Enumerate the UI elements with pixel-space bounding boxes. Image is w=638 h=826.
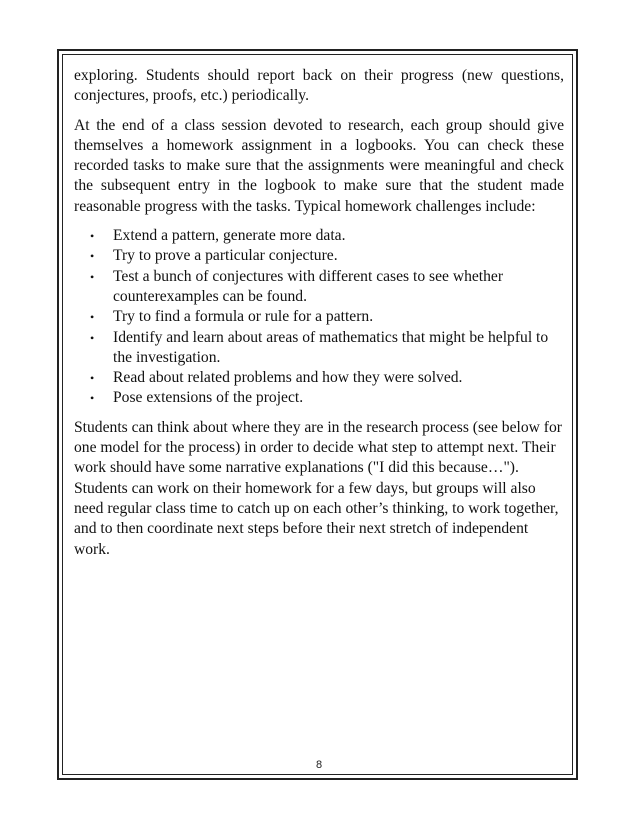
list-item-text: Test a bunch of conjectures with different cases to see whether counterexamples can be found. [113, 267, 504, 305]
paragraph-homework: At the end of a class session devoted to research, each group should give themselves a homework assignment in a logbooks. You can check these recorded tasks to make sure that the assignments were meaningful and check the subsequent entry in the logbook to make sure that the student made reasonable progress with the tasks. Typical homework challenges include: [74, 116, 564, 215]
list-item [74, 368, 564, 388]
list-item-text: Pose extensions of the project. [113, 389, 304, 407]
page-content [74, 66, 564, 560]
bullet-icon: • [90, 229, 95, 244]
list-item [74, 226, 564, 246]
list-item [74, 388, 564, 408]
list-item-text: Extend a pattern, generate more data. [113, 227, 346, 245]
bullet-icon: • [90, 269, 95, 284]
list-item [74, 307, 564, 327]
list-item-text: Try to find a formula or rule for a pattern. [113, 308, 374, 326]
list-item-text: Try to prove a particular conjecture. [113, 247, 338, 265]
bullet-icon: • [90, 371, 95, 386]
list-item-text: Read about related problems and how they were solved. [113, 369, 463, 387]
list-item [74, 246, 564, 266]
list-item-text: Identify and learn about areas of mathematics that might be helpful to the investigation. [113, 328, 549, 366]
page-number: 8 [315, 759, 323, 771]
list-item [74, 328, 564, 369]
homework-challenges-list [74, 226, 564, 409]
paragraph-intro: exploring. Students should report back on their progress (new questions, conjectures, proofs, etc.) periodically. [74, 67, 564, 105]
bullet-icon: • [90, 330, 95, 345]
paragraph-research-process: Students can think about where they are in the research process (see below for one model for the process) in order to decide what step to attempt next. Their work should have some narrative explanations ("I did this because…"). Students can work on their homework for a few days, but groups will also need regular class time to catch up on each other’s thinking, to work together, and to then coordinate next steps before their next stretch of independent work. [74, 418, 562, 558]
bullet-icon: • [90, 249, 95, 264]
bullet-icon: • [90, 391, 95, 406]
list-item [74, 267, 564, 308]
bullet-icon: • [90, 310, 95, 325]
